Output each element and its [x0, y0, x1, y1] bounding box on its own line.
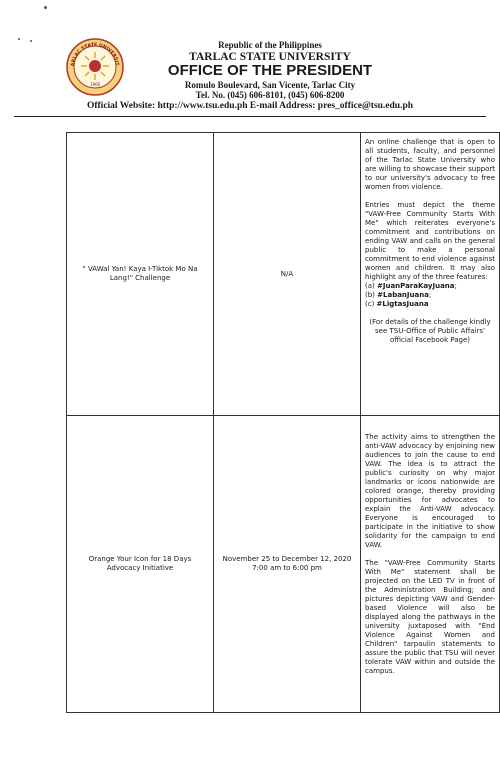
description-paragraph: An online challenge that is open to all students, faculty, and personnel of the Tarlac State University who are willing to showcase their support to our university's advocacy to free women from violence. [365, 138, 495, 191]
hashtag: #LabanJuana [377, 291, 429, 299]
table-row [67, 133, 500, 416]
feature-item: (b) #LabanJuana; [365, 291, 432, 299]
hashtag: #LigtasJuana [376, 300, 429, 308]
header-divider [14, 116, 486, 117]
header-office: OFFICE OF THE PRESIDENT [167, 62, 373, 79]
seal-text: ARLAC STATE UNIVERSIT [70, 42, 119, 67]
details-note: (For details of the challenge kindly see TSU-Office of Public Affairs' official Facebook Page) [369, 318, 491, 344]
hashtag: #JuanParaKayJuana [376, 282, 455, 290]
activity-title: " VAWal Yan! Kaya I-Tiktok Mo Na Lang!" Challenge [82, 265, 198, 282]
activity-title: Orange Your Icon for 18 Days Advocacy Initiative [88, 555, 192, 572]
header-republic: Republic of the Philippines [218, 40, 322, 50]
header-website-email: Official Website: http://www.tsu.edu.ph E-mail Address: pres_office@tsu.edu.ph [86, 101, 414, 111]
seal-year: 1906 [89, 82, 101, 87]
feature-item: (a) #JuanParaKayJuana; [365, 282, 457, 290]
activity-cell [67, 416, 214, 713]
schedule-text: N/A [280, 269, 294, 278]
header-address: Romulo Boulevard, San Vicente, Tarlac City [184, 80, 356, 90]
description-paragraph: Entries must depict the theme "VAW-Free Community Starts With Me" which reiterates everyone's commitment and contributions on ending VAW and calls on the general public to make a personal commitment to end violence against women and children. It may also highlight any of the three features: [365, 201, 495, 281]
description-paragraph: The activity aims to strengthen the anti-VAW advocacy by enjoining new audiences to join the cause to end VAW. The idea is to attract the public's curiosity on why major landmarks or icons nationwide are colored orange, thereby providing opportunities for advocates to explain the Anti-VAW advocacy. Everyone is encouraged to participate in the initiative to show solidarity for the campaign to end VAW. [365, 433, 495, 549]
activity-cell [67, 133, 214, 416]
scan-speck [44, 6, 47, 9]
description-paragraph: The "VAW-Free Community Starts With Me" statement shall be projected on the LED TV in front of the Administration Building; and pictures depicting VAW and Gender-based Violence will also be displayed along the pathways in the university juxtaposed with "End Violence Against Women and Children" tarpaulin statements to assure the public that TSU will never tolerate VAW within and outside the campus. [365, 559, 495, 675]
activities-table [66, 132, 500, 713]
header-telephone: Tel. No. (045) 606-8101, (045) 606-8200 [195, 90, 345, 100]
feature-item: (c) #LigtasJuana [365, 300, 429, 308]
table-row [67, 416, 500, 713]
schedule-cell [214, 416, 361, 713]
header-university: TARLAC STATE UNIVERSITY [189, 51, 351, 63]
schedule-time: 7:00 am to 6:00 pm [252, 564, 322, 572]
schedule-cell [214, 133, 361, 416]
description-cell [361, 416, 500, 713]
description-cell [361, 133, 500, 416]
schedule-dates: November 25 to December 12, 2020 [222, 555, 352, 563]
